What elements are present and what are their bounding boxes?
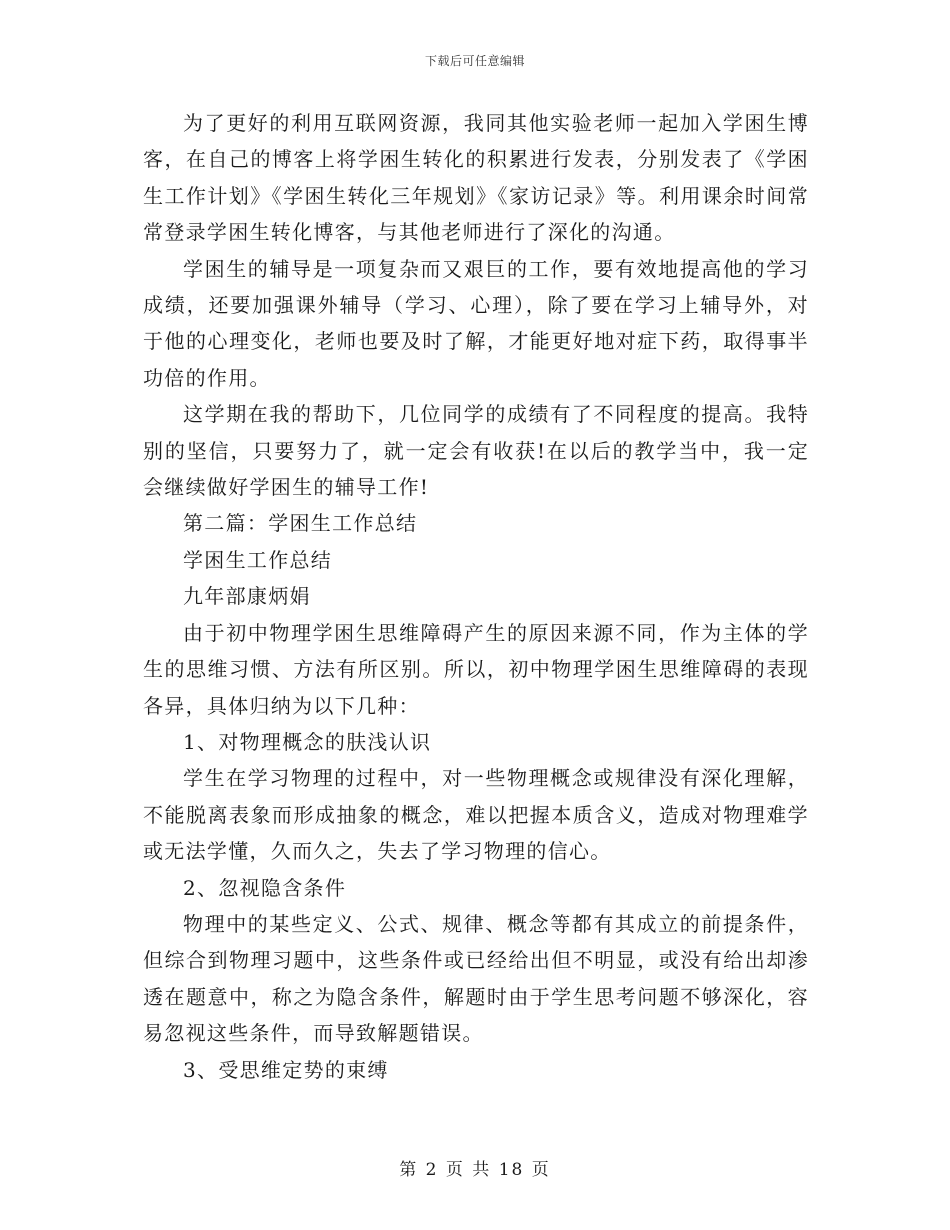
section-title: 学困生工作总结	[183, 547, 333, 572]
document-body	[143, 105, 809, 1088]
paragraph-progress: 这学期在我的帮助下，几位同学的成绩有了不同程度的提高。我特别的坚信，只要努力了，就一定会有收获!在以后的教学当中，我一定会继续做好学困生的辅导工作!	[143, 402, 809, 500]
subheading-2: 2、忽视隐含条件	[183, 875, 347, 900]
paragraph-concepts: 学生在学习物理的过程中，对一些物理概念或规律没有深化理解，不能脱离表象而形成抽象的概念，难以把握本质含义，造成对物理难学或无法学懂，久而久之，失去了学习物理的信心。	[143, 766, 809, 864]
page-footer: 第 2 页 共 18 页	[399, 1160, 551, 1180]
author-line: 九年部康炳娟	[183, 584, 311, 609]
page-header: 下载后可任意编辑	[424, 54, 525, 68]
paragraph-blog: 为了更好的利用互联网资源，我同其他实验老师一起加入学困生博客，在自己的博客上将学困生转化的积累进行发表，分别发表了《学困生工作计划》《学困生转化三年规划》《家访记录》等。利用课余时间常常登录学困生转化博客，与其他老师进行了深化的沟通。	[143, 111, 809, 245]
paragraph-hidden-conditions: 物理中的某些定义、公式、规律、概念等都有其成立的前提条件，但综合到物理习题中，这些条件或已经给出但不明显，或没有给出却渗透在题意中，称之为隐含条件，解题时由于学生思考问题不够深化，容易忽视这些条件，而导致解题错误。	[143, 911, 809, 1046]
paragraph-intro: 由于初中物理学困生思维障碍产生的原因来源不同，作为主体的学生的思维习惯、方法有所区别。所以，初中物理学困生思维障碍的表现各异，具体归纳为以下几种：	[143, 620, 809, 718]
subheading-1: 1、对物理概念的肤浅认识	[183, 729, 432, 754]
paragraph-tutoring: 学困生的辅导是一项复杂而又艰巨的工作，要有效地提高他的学习成绩，还要加强课外辅导（学习、心理），除了要在学习上辅导外，对于他的心理变化，老师也要及时了解，才能更好地对症下药，取得事半功倍的作用。	[143, 256, 809, 390]
section-heading: 第二篇：学困生工作总结	[183, 511, 418, 536]
subheading-3: 3、受思维定势的束缚	[183, 1057, 389, 1082]
